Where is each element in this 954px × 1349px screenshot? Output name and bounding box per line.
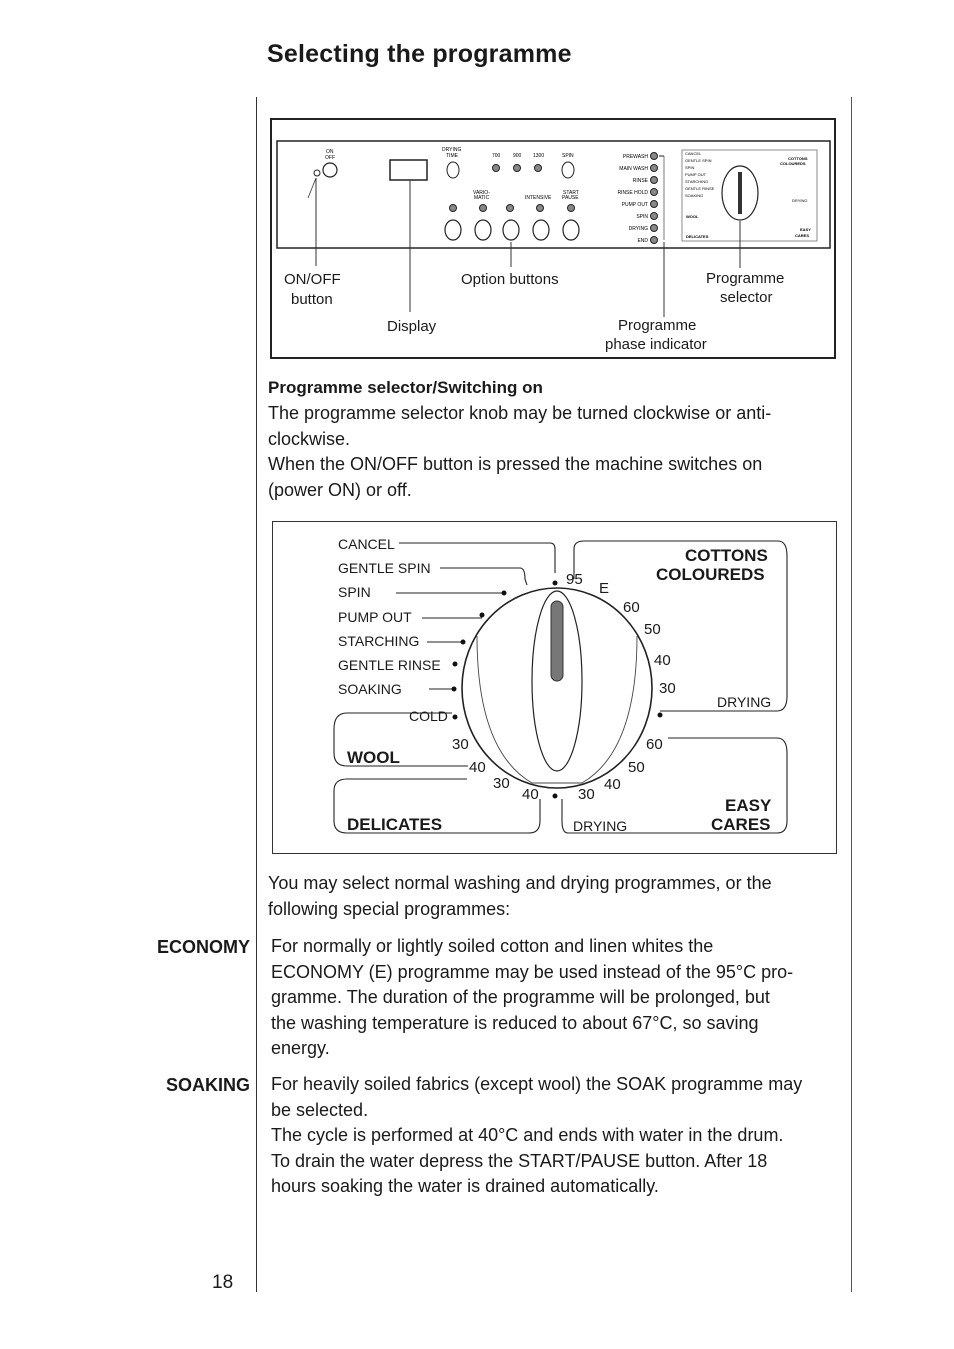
mini-drying: DRYING <box>442 147 462 153</box>
dial-cancel: CANCEL <box>338 536 395 552</box>
soaking-line: For heavily soiled fabrics (except wool) the SOAK programme may <box>271 1074 803 1094</box>
label-option-buttons: Option buttons <box>461 271 559 288</box>
label-on-off: ON/OFF <box>284 271 341 288</box>
svg-text:EASY: EASY <box>800 227 811 232</box>
intro-paragraph <box>268 871 843 922</box>
svg-text:SOAKING: SOAKING <box>685 193 704 198</box>
phase-3: RINSE HOLD <box>617 190 648 196</box>
led-opt4 <box>537 205 544 212</box>
economy-line: energy. <box>271 1038 330 1058</box>
svg-text:DELICATES: DELICATES <box>686 234 709 239</box>
phase-0: PREWASH <box>622 154 648 160</box>
page-number: 18 <box>212 1272 234 1293</box>
dial-drying-bottom: DRYING <box>573 818 628 834</box>
label-display: Display <box>387 318 437 335</box>
economy-heading: ECONOMY <box>156 937 250 957</box>
led-1300 <box>535 165 542 172</box>
mini-1300: 1300 <box>533 153 545 159</box>
dial-wool: WOOL <box>347 748 400 767</box>
dial-easy-40: 40 <box>604 776 621 793</box>
selector-line: When the ON/OFF button is pressed the machine switches on <box>268 454 763 474</box>
economy-line: gramme. The duration of the programme will be prolonged, but <box>271 987 770 1007</box>
phase-6: DRYING <box>628 226 648 232</box>
dial-easy-60: 60 <box>646 736 663 753</box>
selector-line: The programme selector knob may be turned clockwise or anti- <box>268 403 772 423</box>
dial-30: 30 <box>659 680 676 697</box>
dial-cares: CARES <box>711 815 771 834</box>
phase-2: RINSE <box>632 178 648 184</box>
dial-drying-top: DRYING <box>717 694 772 710</box>
mini-matic: MATIC <box>474 195 490 201</box>
mini-start: START <box>563 190 579 196</box>
option-button-2 <box>475 220 491 240</box>
soaking-line: hours soaking the water is drained automatically. <box>271 1176 659 1196</box>
dial-wool-30: 30 <box>452 736 469 753</box>
intro-line: You may select normal washing and drying programmes, or the <box>268 873 772 893</box>
dial-gentle-rinse: GENTLE RINSE <box>338 657 441 673</box>
led-700 <box>493 165 500 172</box>
phase-5: SPIN <box>636 214 648 220</box>
svg-text:WOOL: WOOL <box>686 214 699 219</box>
led-opt5 <box>568 205 575 212</box>
dial-e: E <box>599 580 610 597</box>
dial-wool-40: 40 <box>469 759 486 776</box>
led-900 <box>514 165 521 172</box>
soaking-paragraph <box>271 1072 846 1200</box>
dial-soaking: SOAKING <box>338 681 402 697</box>
led-opt3 <box>507 205 514 212</box>
soaking-line: The cycle is performed at 40°C and ends with water in the drum. <box>271 1125 784 1145</box>
dial-cold: COLD <box>409 708 448 724</box>
programme-dial-figure <box>272 521 837 854</box>
dial-delicates: DELICATES <box>347 815 443 834</box>
selector-line: (power ON) or off. <box>268 479 412 500</box>
led-opt1 <box>450 205 457 212</box>
dial-del-40: 40 <box>522 786 539 803</box>
mini-intensive: INTENSIVE <box>525 195 552 201</box>
mini-pause: PAUSE <box>562 195 579 201</box>
mini-dial-grip <box>738 172 742 214</box>
svg-text:COTTONS: COTTONS <box>788 156 808 161</box>
svg-text:PUMP OUT: PUMP OUT <box>685 172 707 177</box>
led-opt2 <box>480 205 487 212</box>
intro-line: following special programmes: <box>268 898 511 919</box>
phase-4: PUMP OUT <box>621 202 648 208</box>
section-heading: Programme selector/Switching on <box>268 378 543 397</box>
dial-40: 40 <box>654 652 671 669</box>
dial-50: 50 <box>644 621 661 638</box>
phase-leds <box>651 153 658 244</box>
svg-text:STARCHING: STARCHING <box>685 179 709 184</box>
dial-gentle-spin: GENTLE SPIN <box>338 560 431 576</box>
mini-vario: VARIO- <box>473 190 490 196</box>
economy-line: For normally or lightly soiled cotton and linen whites the <box>271 936 714 956</box>
svg-text:COLOUREDS: COLOUREDS <box>780 161 806 166</box>
svg-text:GENTLE SPIN: GENTLE SPIN <box>685 158 712 163</box>
economy-line: the washing temperature is reduced to about 67°C, so saving <box>271 1012 759 1033</box>
option-button-1 <box>445 220 461 240</box>
economy-line: ECONOMY (E) programme may be used instead of the 95°C pro- <box>271 961 794 982</box>
mini-off: OFF <box>325 155 335 161</box>
label-on-off-2: button <box>291 291 333 308</box>
dial-cottons: COTTONS <box>685 546 768 565</box>
selector-line: clockwise. <box>268 428 351 449</box>
mini-spin: SPIN <box>562 153 574 159</box>
option-button-4 <box>533 220 549 240</box>
dial-60: 60 <box>623 599 640 616</box>
label-phase-indicator-2: phase indicator <box>605 336 707 353</box>
svg-text:CARES: CARES <box>795 233 810 238</box>
selector-paragraph <box>268 401 843 503</box>
phase-1: MAIN WASH <box>619 166 648 172</box>
display-drawing <box>390 160 427 180</box>
label-phase-indicator: Programme <box>618 317 697 334</box>
phase-list <box>617 154 648 244</box>
dial-easy-50: 50 <box>628 759 645 776</box>
svg-text:DRYING: DRYING <box>792 198 808 203</box>
svg-text:GENTLE RINSE: GENTLE RINSE <box>685 186 715 191</box>
mini-time: TIME <box>446 153 458 159</box>
option-button-3 <box>503 220 519 240</box>
mini-700: 700 <box>492 153 501 159</box>
economy-paragraph <box>271 934 846 1062</box>
dial-del-30: 30 <box>493 775 510 792</box>
on-off-button-drawing <box>323 163 337 177</box>
dial-coloureds: COLOUREDS <box>656 565 765 584</box>
dial-spin: SPIN <box>338 584 371 600</box>
label-programme-selector: Programme <box>706 270 785 287</box>
spin-button <box>562 162 574 178</box>
right-margin-rule <box>851 97 852 1292</box>
page-title: Selecting the programme <box>267 40 572 68</box>
option-button-5 <box>563 220 579 240</box>
power-led <box>314 170 320 176</box>
soaking-heading: SOAKING <box>165 1075 250 1095</box>
dial-del-30b: 30 <box>578 786 595 803</box>
control-panel-drawing <box>270 118 836 359</box>
dial-easy: EASY <box>725 796 772 815</box>
mini-on: ON <box>326 149 334 155</box>
drying-time-button <box>447 162 459 178</box>
dial-95: 95 <box>566 571 583 588</box>
dial-pump-out: PUMP OUT <box>338 609 412 625</box>
svg-text:SPIN: SPIN <box>685 165 695 170</box>
control-panel-figure <box>270 118 836 359</box>
svg-text:CANCEL: CANCEL <box>685 151 702 156</box>
label-programme-selector-2: selector <box>720 289 773 306</box>
dial-starching: STARCHING <box>338 633 420 649</box>
mini-900: 900 <box>513 153 522 159</box>
soaking-line: be selected. <box>271 1099 369 1120</box>
phase-7: END <box>637 238 648 244</box>
soaking-line: To drain the water depress the START/PAUSE button. After 18 <box>271 1150 768 1171</box>
dial-knob-marker <box>551 601 563 681</box>
left-margin-rule <box>256 97 257 1292</box>
